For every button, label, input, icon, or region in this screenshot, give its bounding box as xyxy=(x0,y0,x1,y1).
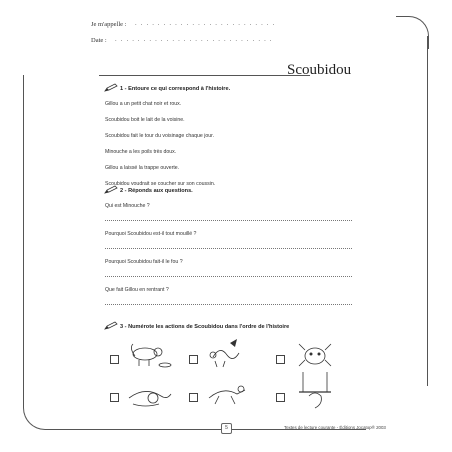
swing-cat-icon xyxy=(295,370,335,412)
number-box-6[interactable] xyxy=(276,393,285,402)
date-dots[interactable]: . . . . . . . . . . . . . . . . . . . . . . . . . . . . xyxy=(115,37,273,43)
answer-line-2[interactable] xyxy=(105,248,352,249)
number-box-2[interactable] xyxy=(189,355,198,364)
answer-line-1[interactable] xyxy=(105,220,352,221)
name-label: Je m'appelle : xyxy=(91,21,127,28)
frame-corner xyxy=(396,16,429,49)
statement-3[interactable]: Scoubidou fait le tour du voisinage chaque jour. xyxy=(105,133,215,139)
page-title: Scoubidou xyxy=(287,62,352,78)
statement-2[interactable]: Scoubidou boit le lait de la voisine. xyxy=(105,117,185,123)
cat-drinking-icon xyxy=(125,340,175,370)
footer-credit: Textes de lecture courante - Éditions Jocatop® 2003 xyxy=(284,425,386,430)
statement-1[interactable]: Gillou a un petit chat noir et roux. xyxy=(105,101,182,107)
section-2-heading: 2 - Réponds aux questions. xyxy=(120,188,193,194)
frame-top-line xyxy=(99,75,310,76)
number-box-1[interactable] xyxy=(110,355,119,364)
cat-lying-icon xyxy=(125,378,175,410)
question-1: Qui est Minouche ? xyxy=(105,203,150,209)
statement-5[interactable]: Gillou a laissé la trappe ouverte. xyxy=(105,165,180,171)
frame-right-border xyxy=(427,36,428,386)
number-box-5[interactable] xyxy=(189,393,198,402)
question-3: Pourquoi Scoubidou fait-il le fou ? xyxy=(105,259,183,265)
statement-6[interactable]: Scoubidou voudrait se coucher sur son coussin. xyxy=(105,181,216,187)
number-box-4[interactable] xyxy=(110,393,119,402)
bug-icon xyxy=(295,340,335,370)
pencil-icon xyxy=(104,83,118,93)
number-box-3[interactable] xyxy=(276,355,285,364)
answer-line-3[interactable] xyxy=(105,276,352,277)
question-4: Que fait Gillou en rentrant ? xyxy=(105,287,169,293)
name-dots[interactable]: . . . . . . . . . . . . . . . . . . . . . . . . . xyxy=(135,21,276,27)
date-label: Date : xyxy=(91,37,107,44)
cat-jumping-icon xyxy=(205,380,250,408)
pencil-icon xyxy=(104,185,118,195)
answer-line-4[interactable] xyxy=(105,304,352,305)
pencil-icon xyxy=(104,321,118,331)
cat-bird-icon xyxy=(205,335,245,370)
statement-4[interactable]: Minouche a les poils très doux. xyxy=(105,149,177,155)
page-number: 5 xyxy=(221,423,232,434)
section-1-heading: 1 - Entoure ce qui correspond à l'histoire. xyxy=(120,86,231,92)
question-2: Pourquoi Scoubidou est-il tout mouillé ? xyxy=(105,231,197,237)
section-3-heading: 3 - Numérote les actions de Scoubidou dans l'ordre de l'histoire xyxy=(120,324,290,330)
